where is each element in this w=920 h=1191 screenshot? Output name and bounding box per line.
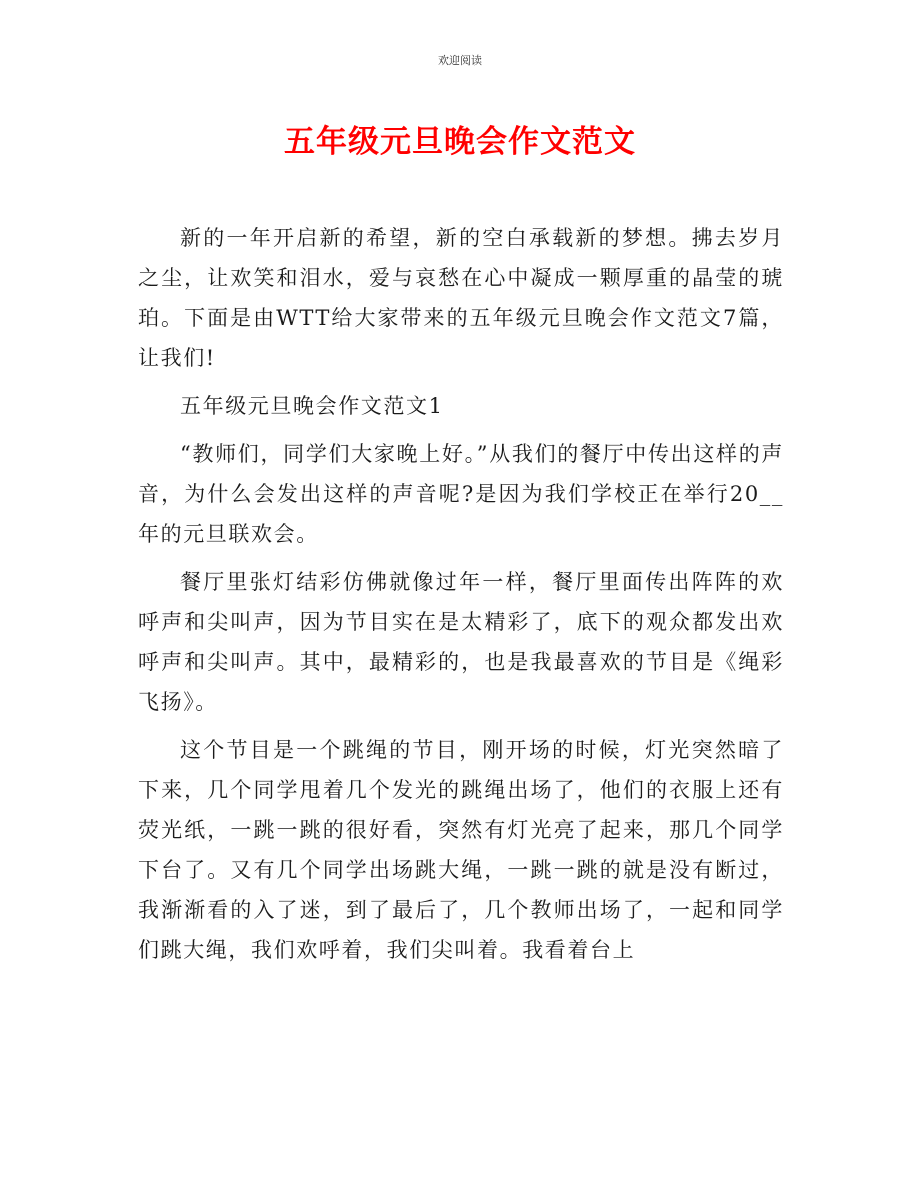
intro-paragraph: 新的一年开启新的希望，新的空白承载新的梦想。拂去岁月之尘，让欢笑和泪水，爱与哀愁在心中凝成一颗厚重的晶莹的琥珀。下面是由WTT给大家带来的五年级元旦晚会作文范文7篇，让我们! <box>138 226 784 370</box>
header-note: 欢迎阅读 <box>438 54 482 67</box>
body-paragraph: “教师们，同学们大家晚上好。”从我们的餐厅中传出这样的声音，为什么会发出这样的声音呢?是因为我们学校正在举行20__年的元旦联欢会。 <box>138 442 784 546</box>
body-paragraph: 餐厅里张灯结彩仿佛就像过年一样，餐厅里面传出阵阵的欢呼声和尖叫声，因为节目实在是太精彩了，底下的观众都发出欢呼声和尖叫声。其中，最精彩的，也是我最喜欢的节目是《绳彩飞扬》。 <box>138 570 784 714</box>
document-title: 五年级元旦晚会作文范文 <box>284 124 636 160</box>
section-heading: 五年级元旦晚会作文范文1 <box>180 394 444 418</box>
body-paragraph: 这个节目是一个跳绳的节目，刚开场的时候，灯光突然暗了下来，几个同学甩着几个发光的跳绳出场了，他们的衣服上还有荧光纸，一跳一跳的很好看，突然有灯光亮了起来，那几个同学下台了。又有几个同学出场跳大绳，一跳一跳的就是没有断过，我渐渐看的入了迷，到了最后了，几个教师出场了，一起和同学们跳大绳，我们欢呼着，我们尖叫着。我看着台上 <box>138 738 784 962</box>
document-body <box>138 218 784 970</box>
